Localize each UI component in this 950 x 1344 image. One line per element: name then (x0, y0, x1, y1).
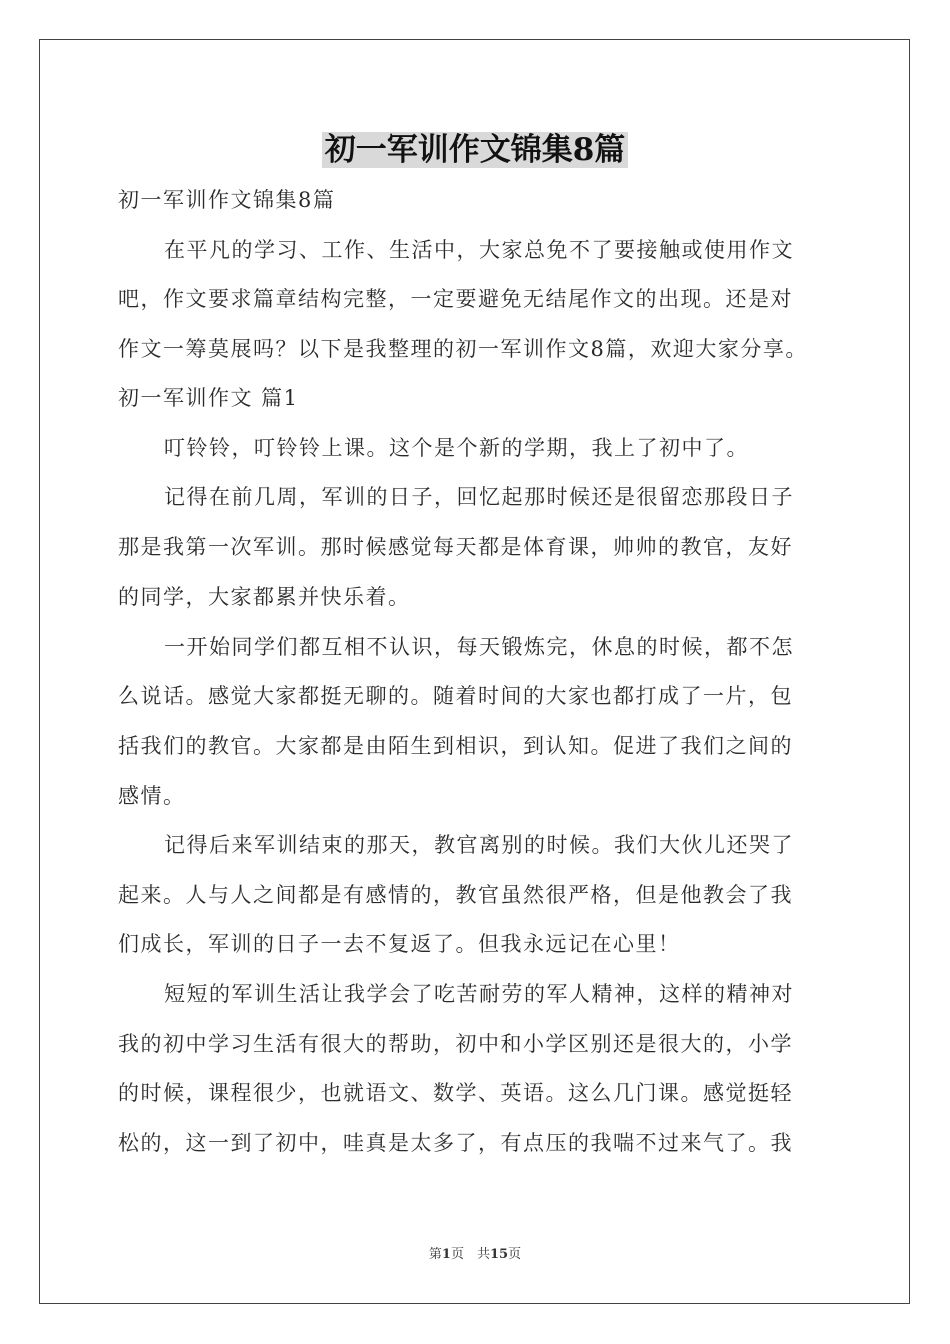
subtitle-line: 初一军训作文锦集8篇 (118, 188, 336, 212)
paragraph-line: 起来。人与人之间都是有感情的，教官虽然很严格，但是他教会了我 (118, 883, 793, 907)
paragraph-line: 短短的军训生活让我学会了吃苦耐劳的军人精神，这样的精神对 (164, 982, 794, 1006)
paragraph-line: 记得后来军训结束的那天，教官离别的时候。我们大伙儿还哭了 (164, 833, 794, 857)
paragraph-line: 在平凡的学习、工作、生活中，大家总免不了要接触或使用作文 (164, 238, 794, 262)
paragraph-line: 一开始同学们都互相不认识，每天锻炼完，休息的时候，都不怎 (164, 635, 794, 659)
page-current: 1 (441, 1247, 451, 1262)
paragraph-line: 作文一筹莫展吗？以下是我整理的初一军训作文8篇，欢迎大家分享。 (118, 337, 808, 361)
page-footer (0, 1246, 950, 1264)
paragraph-line: 我的初中学习生活有很大的帮助，初中和小学区别还是很大的，小学 (118, 1032, 793, 1056)
document-title-text: 初一军训作文锦集8篇 (322, 132, 629, 168)
paragraph-line: 感情。 (118, 784, 186, 808)
document-title (0, 128, 950, 172)
paragraph-line: 的同学，大家都累并快乐着。 (118, 585, 411, 609)
page-prefix: 第 (428, 1247, 442, 1262)
page-total: 15 (489, 1247, 509, 1262)
paragraph-line: 么说话。感觉大家都挺无聊的。随着时间的大家也都打成了一片，包 (118, 684, 793, 708)
paragraph-line: 记得在前几周，军训的日子，回忆起那时候还是很留恋那段日子 (164, 485, 794, 509)
page-frame (39, 39, 910, 1304)
page-middle: 页 共 (450, 1247, 490, 1262)
paragraph-line: 松的，这一到了初中，哇真是太多了，有点压的我喘不过来气了。我 (118, 1131, 793, 1155)
paragraph-line: 吧，作文要求篇章结构完整，一定要避免无结尾作文的出现。还是对 (118, 287, 793, 311)
paragraph-line: 叮铃铃，叮铃铃上课。这个是个新的学期，我上了初中了。 (164, 436, 749, 460)
paragraph-line: 括我们的教官。大家都是由陌生到相识，到认知。促进了我们之间的 (118, 734, 793, 758)
paragraph-line: 的时候，课程很少，也就语文、数学、英语。这么几门课。感觉挺轻 (118, 1081, 793, 1105)
page-suffix: 页 (508, 1247, 522, 1262)
paragraph-line: 们成长，军训的日子一去不复返了。但我永远记在心里！ (118, 932, 681, 956)
section-heading: 初一军训作文 篇1 (118, 386, 299, 410)
paragraph-line: 那是我第一次军训。那时候感觉每天都是体育课，帅帅的教官，友好 (118, 535, 793, 559)
